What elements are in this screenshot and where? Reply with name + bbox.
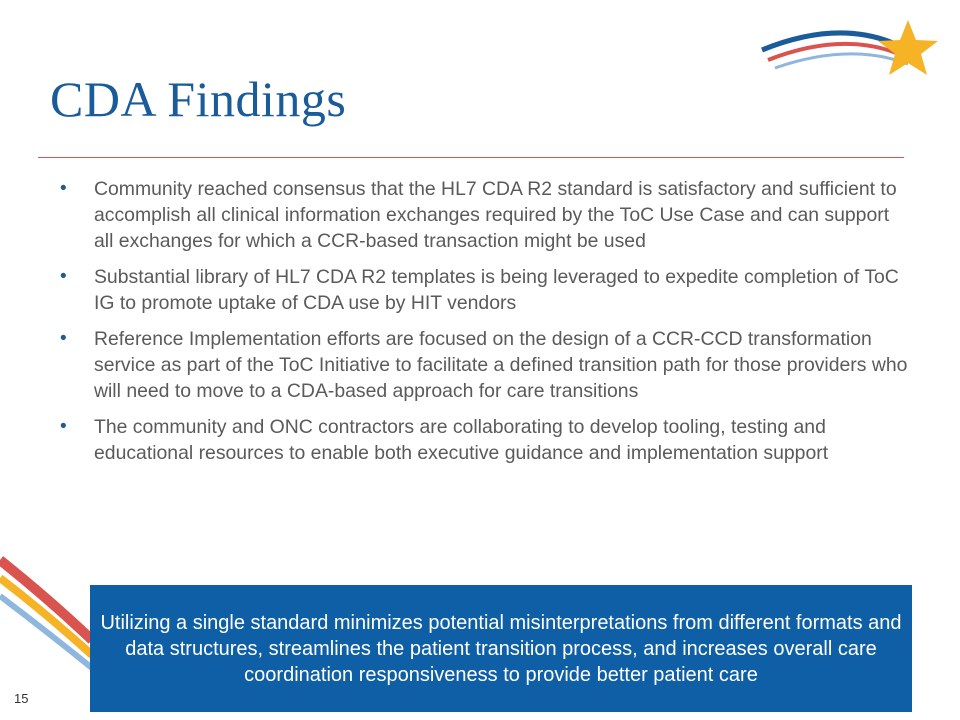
slide-title: CDA Findings: [50, 71, 347, 127]
bullet-dot: •: [60, 266, 67, 287]
bullet-dot: •: [60, 328, 67, 349]
callout-box: [90, 585, 912, 712]
bullet-text: Community reached consensus that the HL7 CDA R2 standard is satisfactory and sufficient to accomplish all clinical information exchanges required by the ToC Use Case and can support all exchanges for which a CCR-based transaction might be used: [94, 178, 897, 252]
bullet-dot: •: [60, 178, 67, 199]
callout-text: Utilizing a single standard minimizes potential misinterpretations from different formats and data structures, streamlines the patient transition process, and increases overall care coordination responsiveness to provide better patient care: [100, 611, 902, 686]
bullet-item: [58, 264, 908, 316]
bullet-item: [58, 176, 908, 254]
bullet-item: [58, 414, 908, 466]
title-divider: [38, 157, 904, 158]
bullet-text: Reference Implementation efforts are focused on the design of a CCR-CCD transformation service as part of the ToC Initiative to facilitate a defined transition path for those providers who will need to move to a CDA-based approach for care transitions: [94, 328, 908, 402]
page-number: 15: [14, 691, 29, 706]
bullet-text: The community and ONC contractors are collaborating to develop tooling, testing and educational resources to enable both executive guidance and implementation support: [94, 416, 829, 464]
bullet-list: [58, 176, 908, 476]
bullet-item: [58, 326, 908, 404]
bullet-dot: •: [60, 416, 67, 437]
bullet-text: Substantial library of HL7 CDA R2 templates is being leveraged to expedite completion of ToC IG to promote uptake of CDA use by HIT vendors: [94, 266, 899, 314]
